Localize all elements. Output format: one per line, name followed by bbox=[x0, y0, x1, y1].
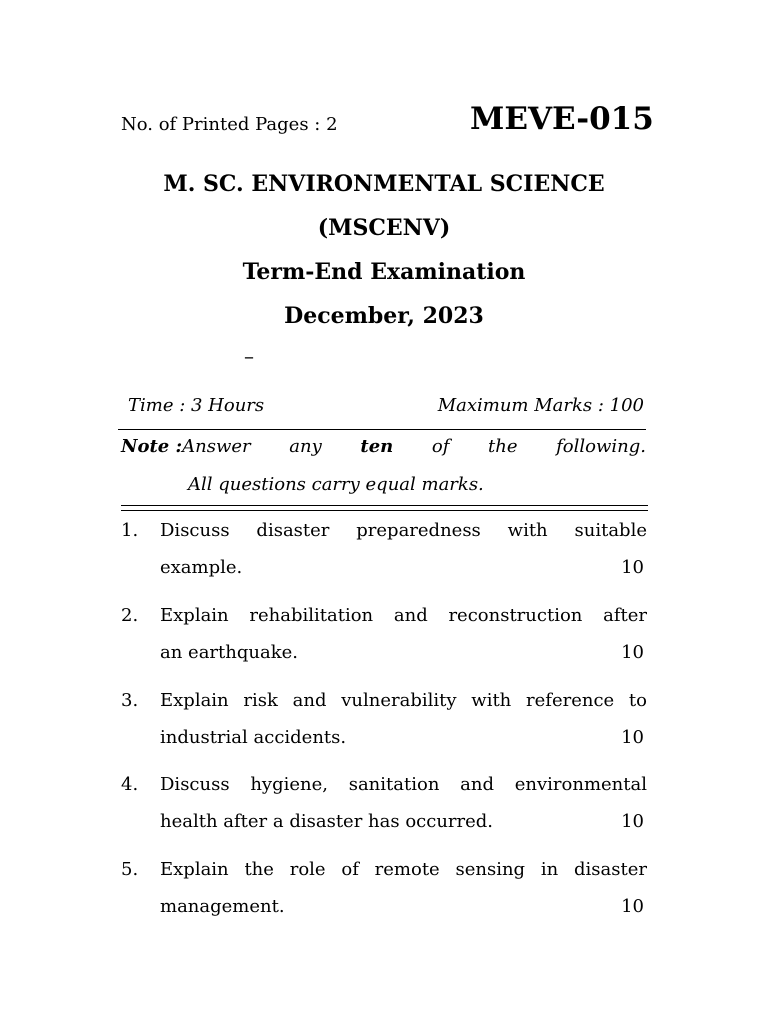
question-number: 5. bbox=[121, 859, 139, 880]
note-word: the bbox=[488, 436, 518, 457]
question-marks: 10 bbox=[621, 557, 644, 578]
note-instruction bbox=[121, 436, 646, 457]
question-marks: 10 bbox=[621, 811, 644, 832]
course-code: MEVE-015 bbox=[470, 101, 654, 137]
question-marks: 10 bbox=[621, 642, 644, 663]
programme-abbreviation: (MSCENV) bbox=[317, 215, 451, 241]
question-number: 3. bbox=[121, 690, 139, 711]
maximum-marks: Maximum Marks : 100 bbox=[437, 395, 644, 416]
question-text: management. bbox=[160, 896, 285, 917]
divider-line bbox=[121, 505, 648, 506]
question-text: Discuss hygiene, sanitation and environmental bbox=[160, 774, 647, 795]
question-text: an earthquake. bbox=[160, 642, 298, 663]
note-word-emphasis: ten bbox=[360, 436, 394, 457]
note-label: Note : bbox=[121, 436, 183, 457]
exam-date: December, 2023 bbox=[284, 303, 484, 329]
printed-pages-count: No. of Printed Pages : 2 bbox=[121, 114, 338, 135]
question-text: health after a disaster has occurred. bbox=[160, 811, 494, 832]
divider-line bbox=[118, 429, 646, 430]
note-word: any bbox=[289, 436, 322, 457]
question-marks: 10 bbox=[621, 896, 644, 917]
time-allowed: Time : 3 Hours bbox=[128, 395, 265, 416]
note-line-2: All questions carry equal marks. bbox=[188, 474, 484, 495]
question-marks: 10 bbox=[621, 727, 644, 748]
divider-line bbox=[121, 510, 648, 511]
question-text: industrial accidents. bbox=[160, 727, 347, 748]
exam-title: Term-End Examination bbox=[242, 259, 526, 285]
question-number: 1. bbox=[121, 520, 139, 541]
question-number: 2. bbox=[121, 605, 139, 626]
question-text: Explain the role of remote sensing in disaster bbox=[160, 859, 647, 880]
question-text: example. bbox=[160, 557, 243, 578]
note-word: Answer bbox=[182, 436, 251, 457]
note-word: of bbox=[431, 436, 450, 457]
programme-title: M. SC. ENVIRONMENTAL SCIENCE bbox=[163, 171, 605, 197]
question-text: Explain rehabilitation and reconstruction after bbox=[160, 605, 647, 626]
note-word: following. bbox=[556, 436, 646, 457]
dash-mark: – bbox=[244, 344, 254, 368]
question-text: Explain risk and vulnerability with reference to bbox=[160, 690, 647, 711]
question-text: Discuss disaster preparedness with suitable bbox=[160, 520, 647, 541]
question-number: 4. bbox=[121, 774, 139, 795]
